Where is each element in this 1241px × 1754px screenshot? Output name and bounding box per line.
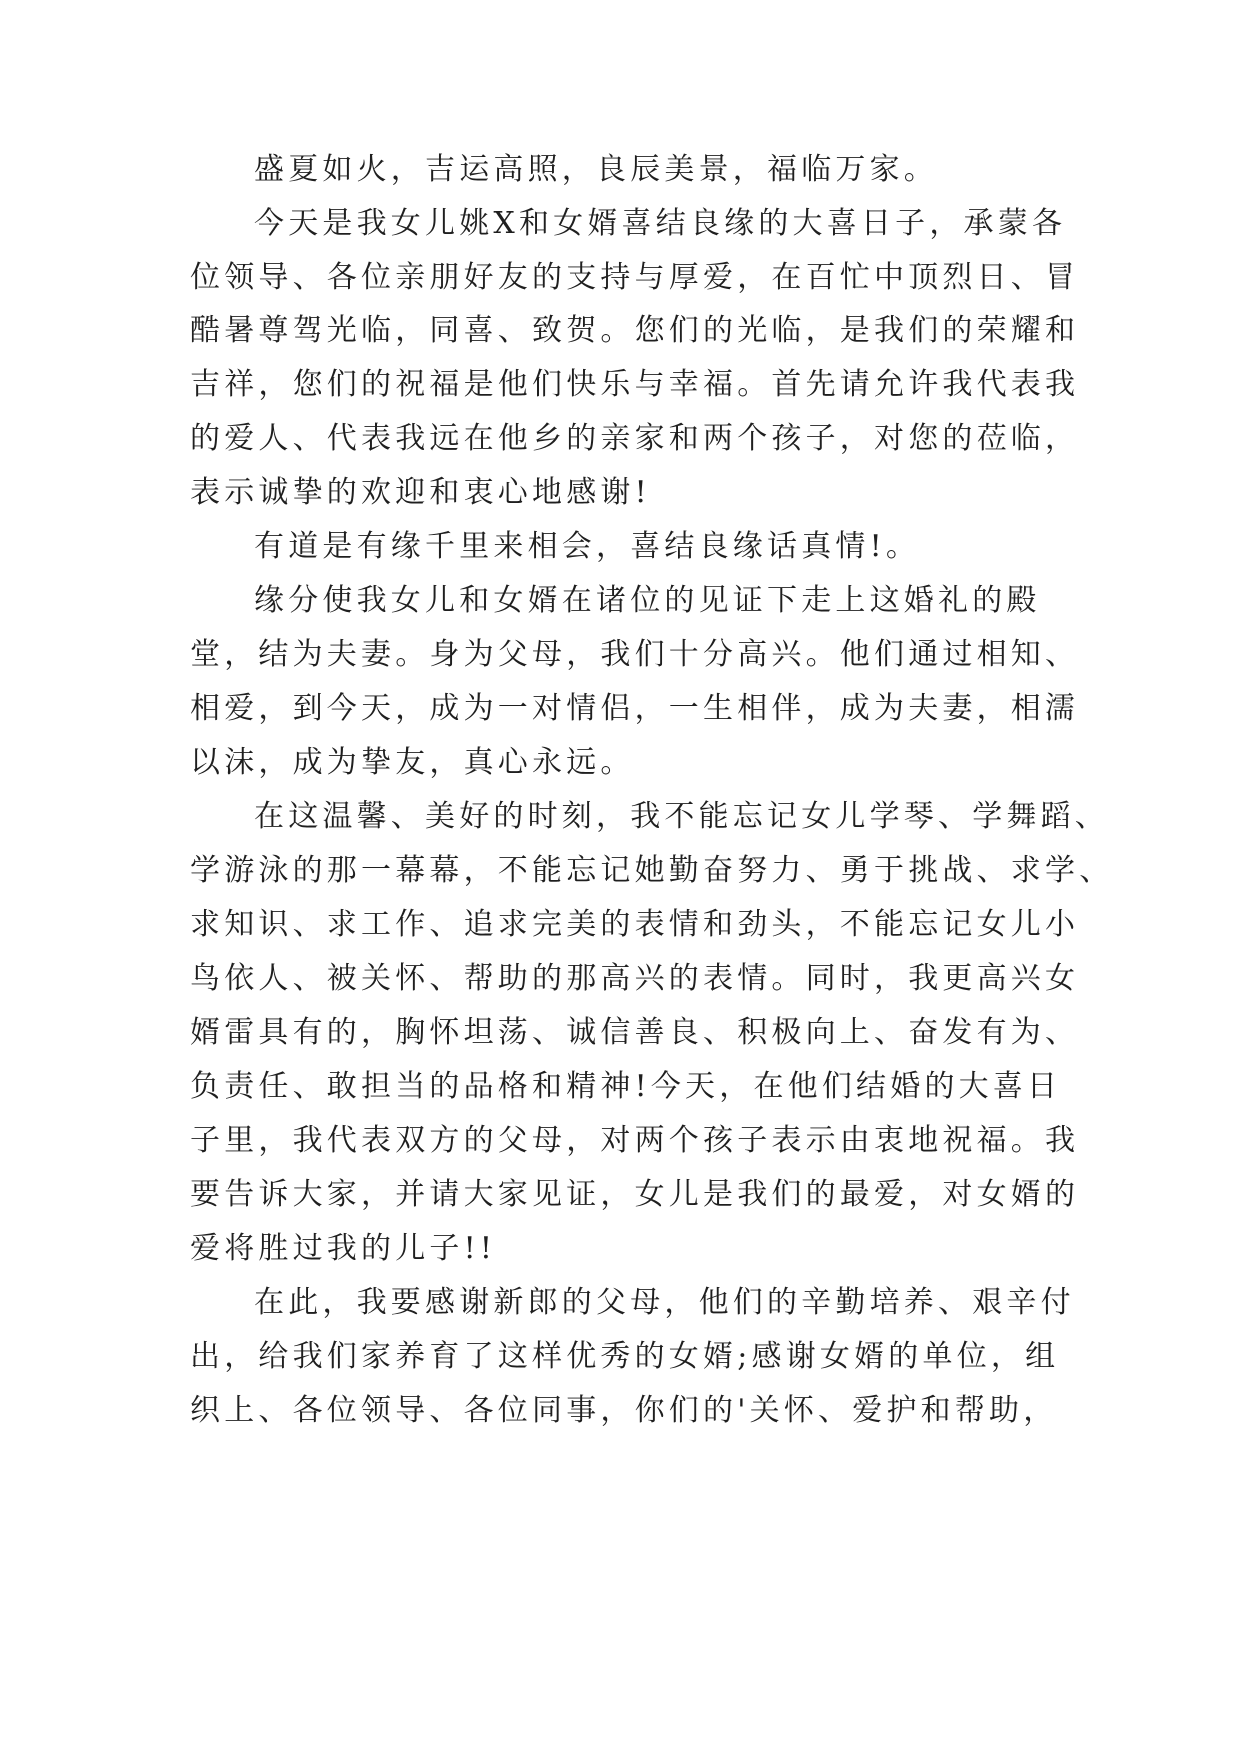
text-line: 婿雷具有的，胸怀坦荡、诚信善良、积极向上、奋发有为、 [190,1015,1080,1050]
text-line: 吉祥，您们的祝福是他们快乐与幸福。首先请允许我代表我 [190,367,1080,402]
text-line: 在这温馨、美好的时刻，我不能忘记女儿学琴、学舞蹈、 [254,799,1109,834]
text-line: 要告诉大家，并请大家见证，女儿是我们的最爱，对女婿的 [190,1177,1080,1212]
text-line: 学游泳的那一幕幕，不能忘记她勤奋努力、勇于挑战、求学、 [190,853,1114,888]
text-line: 堂，结为夫妻。身为父母，我们十分高兴。他们通过相知、 [190,637,1080,672]
text-line: 以沫，成为挚友，真心永远。 [190,745,635,780]
text-line: 今天是我女儿姚X和女婿喜结良缘的大喜日子，承蒙各 [254,206,1067,241]
text-line: 相爱，到今天，成为一对情侣，一生相伴，成为夫妻，相濡 [190,691,1080,726]
text-line: 表示诚挚的欢迎和衷心地感谢! [190,475,651,510]
text-line: 盛夏如火，吉运高照，良辰美景，福临万家。 [254,152,938,187]
text-line: 爱将胜过我的儿子!! [190,1231,497,1266]
text-line: 酷暑尊驾光临，同喜、致贺。您们的光临，是我们的荣耀和 [190,313,1080,348]
text-line: 求知识、求工作、追求完美的表情和劲头，不能忘记女儿小 [190,907,1080,942]
text-line: 缘分使我女儿和女婿在诸位的见证下走上这婚礼的殿 [254,583,1041,618]
text-line: 的爱人、代表我远在他乡的亲家和两个孩子，对您的莅临， [190,421,1080,456]
text-line: 出，给我们家养育了这样优秀的女婿;感谢女婿的单位，组 [190,1339,1060,1374]
text-line: 子里，我代表双方的父母，对两个孩子表示由衷地祝福。我 [190,1123,1080,1158]
text-line: 位领导、各位亲朋好友的支持与厚爱，在百忙中顶烈日、冒 [190,260,1080,295]
text-line: 负责任、敢担当的品格和精神!今天，在他们结婚的大喜日 [190,1069,1062,1104]
text-line: 在此，我要感谢新郎的父母，他们的辛勤培养、艰辛付 [254,1285,1075,1320]
text-line: 有道是有缘千里来相会，喜结良缘话真情!。 [254,529,921,564]
text-line: 织上、各位领导、各位同事，你们的'关怀、爱护和帮助， [190,1393,1058,1428]
text-line: 鸟依人、被关怀、帮助的那高兴的表情。同时，我更高兴女 [190,961,1080,996]
